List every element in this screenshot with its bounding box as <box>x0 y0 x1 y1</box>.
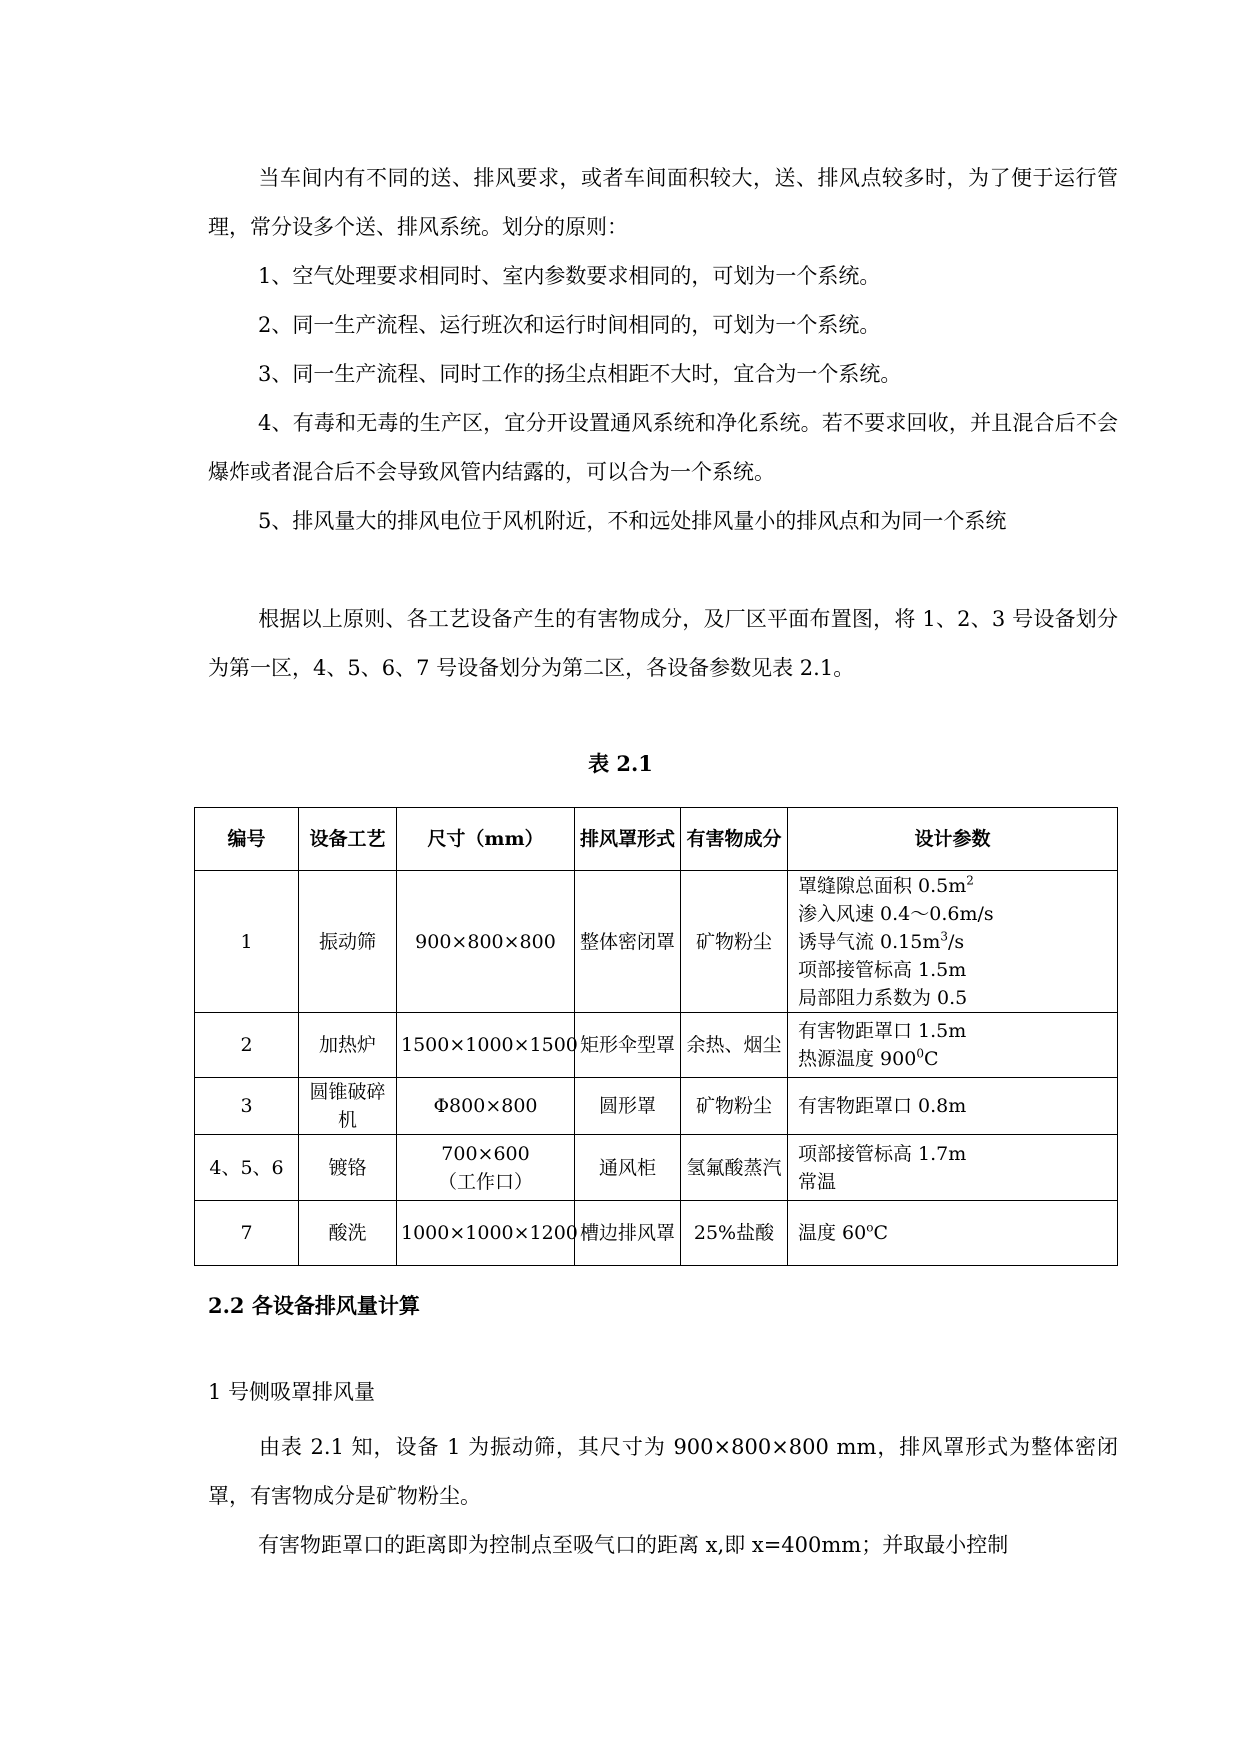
header-hood: 排风罩形式 <box>575 808 681 871</box>
table-caption: 表 2.1 <box>588 751 653 776</box>
params-cell: 有害物距罩口 0.8m <box>788 1078 1118 1135</box>
table-header-row <box>195 808 1118 871</box>
table-row: 4、5、6 镀铬 700×600 （工作口） 通风柜 氢氟酸蒸汽 项部接管标高 1.7m 常温 <box>195 1135 1118 1201</box>
table-row: 2 加热炉 1500×1000×1500 矩形伞型罩 余热、烟尘 有害物距罩口 1.5m 热源温度 $900^0C$ <box>195 1013 1118 1078</box>
section-heading: 2.2 各设备排风量计算 <box>208 1293 420 1318</box>
params-cell: 温度 60$^o$C <box>788 1201 1118 1266</box>
section-paragraph: 由表 2.1 知，设备 1 为振动筛，其尺寸为 900×800×800 mm，排风罩形式为整体密闭罩，有害物成分是矿物粉尘。 <box>208 1435 1118 1508</box>
header-size: 尺寸（mm） <box>397 808 575 871</box>
header-process: 设备工艺 <box>299 808 397 871</box>
header-params: 设计参数 <box>788 808 1118 871</box>
params-cell: 有害物距罩口 1.5m 热源温度 $900^0C$ <box>788 1013 1118 1078</box>
params-cell: 项部接管标高 1.7m 常温 <box>788 1135 1118 1201</box>
intro-paragraph <box>208 154 1118 252</box>
rule-5: 5、排风量大的排风电位于风机附近，不和远处排风量小的排风点和为同一个系统 <box>258 509 1007 533</box>
equipment-table <box>194 807 1118 1266</box>
division-paragraph: 根据以上原则、各工艺设备产生的有害物成分，及厂区平面布置图，将 1、2、3 号设备划分为第一区，4、5、6、7 号设备划分为第二区，各设备参数见表 2.1。 <box>208 607 1118 680</box>
intro-text: 当车间内有不同的送、排风要求，或者车间面积较大，送、排风点较多时，为了便于运行管理，常分设多个送、排风系统。划分的原则： <box>208 166 1118 239</box>
table-row: 3 圆锥破碎机 Φ800×800 圆形罩 矿物粉尘 有害物距罩口 0.8m <box>195 1078 1118 1135</box>
subsection-title: 1 号侧吸罩排风量 <box>208 1380 376 1404</box>
rule-1: 1、空气处理要求相同时、室内参数要求相同的，可划为一个系统。 <box>258 264 881 288</box>
rule-2: 2、同一生产流程、运行班次和运行时间相同的，可划为一个系统。 <box>258 313 881 337</box>
rule-3: 3、同一生产流程、同时工作的扬尘点相距不大时，宜合为一个系统。 <box>258 362 902 386</box>
section-paragraph: 有害物距罩口的距离即为控制点至吸气口的距离 x,即 x=400mm；并取最小控制 <box>258 1533 1009 1557</box>
table-row: 7 酸洗 1000×1000×1200 槽边排风罩 25%盐酸 温度 60$^o$C <box>195 1201 1118 1266</box>
rule-4: 4、有毒和无毒的生产区，宜分开设置通风系统和净化系统。若不要求回收，并且混合后不会爆炸或者混合后不会导致风管内结露的，可以合为一个系统。 <box>208 411 1118 484</box>
params-cell: 罩缝隙总面积 $0.5m^2$ 渗入风速 0.4～0.6m/s 诱导气流 $0.15m^3/s$ 项部接管标高 1.5m 局部阻力系数为 0.5 <box>788 871 1118 1013</box>
header-id: 编号 <box>195 808 299 871</box>
header-pollutant: 有害物成分 <box>681 808 788 871</box>
table-row: 1 振动筛 900×800×800 整体密闭罩 矿物粉尘 罩缝隙总面积 $0.5m^2$ 渗入风速 0.4～0.6m/s 诱导气流 $0.15m^3/s$ 项部接管标高 1.5m 局部阻力系数为 0.5 <box>195 871 1118 1013</box>
